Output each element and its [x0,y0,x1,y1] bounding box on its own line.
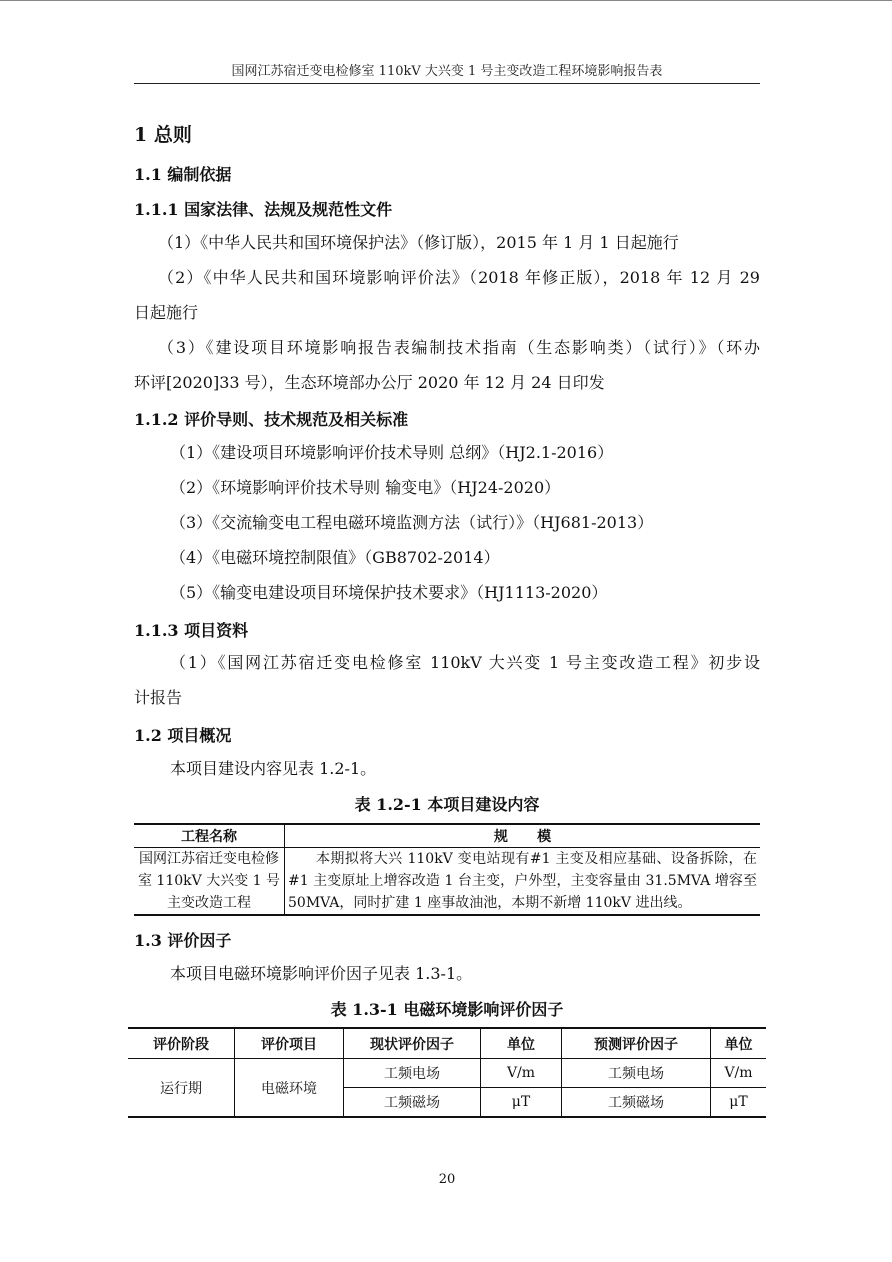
t1-header-scope: 规 模 [285,824,761,848]
t2-unit: μT [711,1088,767,1118]
t2-stage: 运行期 [128,1059,235,1118]
project-doc-item-1: （1）《国网江苏宿迁变电检修室 110kV 大兴变 1 号主变改造工程》初步设 [170,653,760,672]
standard-item-1: （1）《建设项目环境影响评价技术导则 总纲》（HJ2.1-2016） [170,443,614,462]
t2-current-factor: 工频电场 [344,1059,481,1088]
t1-header-name: 工程名称 [134,824,285,848]
section-1-1-1-title: 1.1.1 国家法律、法规及规范性文件 [134,200,393,219]
law-item-3: （3）《建设项目环境影响报告表编制技术指南（生态影响类）（试行）》（环办 [158,338,760,357]
project-doc-item-1-cont: 计报告 [134,688,183,707]
law-item-2: （2）《中华人民共和国环境影响评价法》（2018 年修正版），2018 年 12 月 29 [158,268,760,287]
page-top-border [0,0,892,1]
t2-unit: μT [481,1088,562,1118]
page-number: 20 [438,1172,456,1187]
section-1-2-title: 1.2 项目概况 [134,726,232,745]
table-1-3-1 [128,1027,766,1118]
standard-item-2: （2）《环境影响评价技术导则 输变电》（HJ24-2020） [170,478,561,497]
t2-header-current-factor: 现状评价因子 [344,1028,481,1059]
t2-header-unit-1: 单位 [481,1028,562,1059]
t2-current-factor: 工频磁场 [344,1088,481,1118]
law-item-1: （1）《中华人民共和国环境保护法》（修订版），2015 年 1 月 1 日起施行 [158,233,679,252]
t1-project-scope: 本期拟将大兴 110kV 变电站现有#1 主变及相应基础、设备拆除，在#1 主变原址上增容改造 1 台主变，户外型，主变容量由 31.5MVA 增容至 50MVA，同时扩建 1 座事故油池，本期不新增 110kV 进出线。 [285,848,761,916]
t2-item: 电磁环境 [235,1059,344,1118]
standard-item-3: （3）《交流输变电工程电磁环境监测方法（试行）》（HJ681-2013） [170,513,654,532]
table-1-3-1-title: 表 1.3-1 电磁环境影响评价因子 [330,1000,564,1019]
table-1-2-1-title: 表 1.2-1 本项目建设内容 [354,795,540,814]
section-1-1-title: 1.1 编制依据 [134,165,232,184]
t2-header-item: 评价项目 [235,1028,344,1059]
section-1-3-intro: 本项目电磁环境影响评价因子见表 1.3-1。 [170,964,473,983]
running-header: 国网江苏宿迁变电检修室 110kV 大兴变 1 号主变改造工程环境影响报告表 [231,64,663,79]
law-item-2-cont: 日起施行 [134,303,199,322]
section-1-2-intro: 本项目建设内容见表 1.2-1。 [170,759,377,778]
t2-predict-factor: 工频磁场 [562,1088,711,1118]
t2-unit: V/m [481,1059,562,1088]
t2-predict-factor: 工频电场 [562,1059,711,1088]
table-1-2-1 [134,823,760,916]
section-1-3-title: 1.3 评价因子 [134,931,232,950]
t2-unit: V/m [711,1059,767,1088]
t2-header-predict-factor: 预测评价因子 [562,1028,711,1059]
standard-item-5: （5）《输变电建设项目环境保护技术要求》（HJ1113-2020） [170,583,608,602]
t1-project-name: 国网江苏宿迁变电检修室 110kV 大兴变 1 号主变改造工程 [134,848,285,916]
header-rule [134,83,760,84]
law-item-3-cont: 环评[2020]33 号），生态环境部办公厅 2020 年 12 月 24 日印发 [134,373,605,392]
t2-header-stage: 评价阶段 [128,1028,235,1059]
section-1-title: 1 总则 [134,124,192,146]
section-1-1-2-title: 1.1.2 评价导则、技术规范及相关标准 [134,410,409,429]
section-1-1-3-title: 1.1.3 项目资料 [134,621,249,640]
standard-item-4: （4）《电磁环境控制限值》（GB8702-2014） [170,548,500,567]
t2-header-unit-2: 单位 [711,1028,767,1059]
